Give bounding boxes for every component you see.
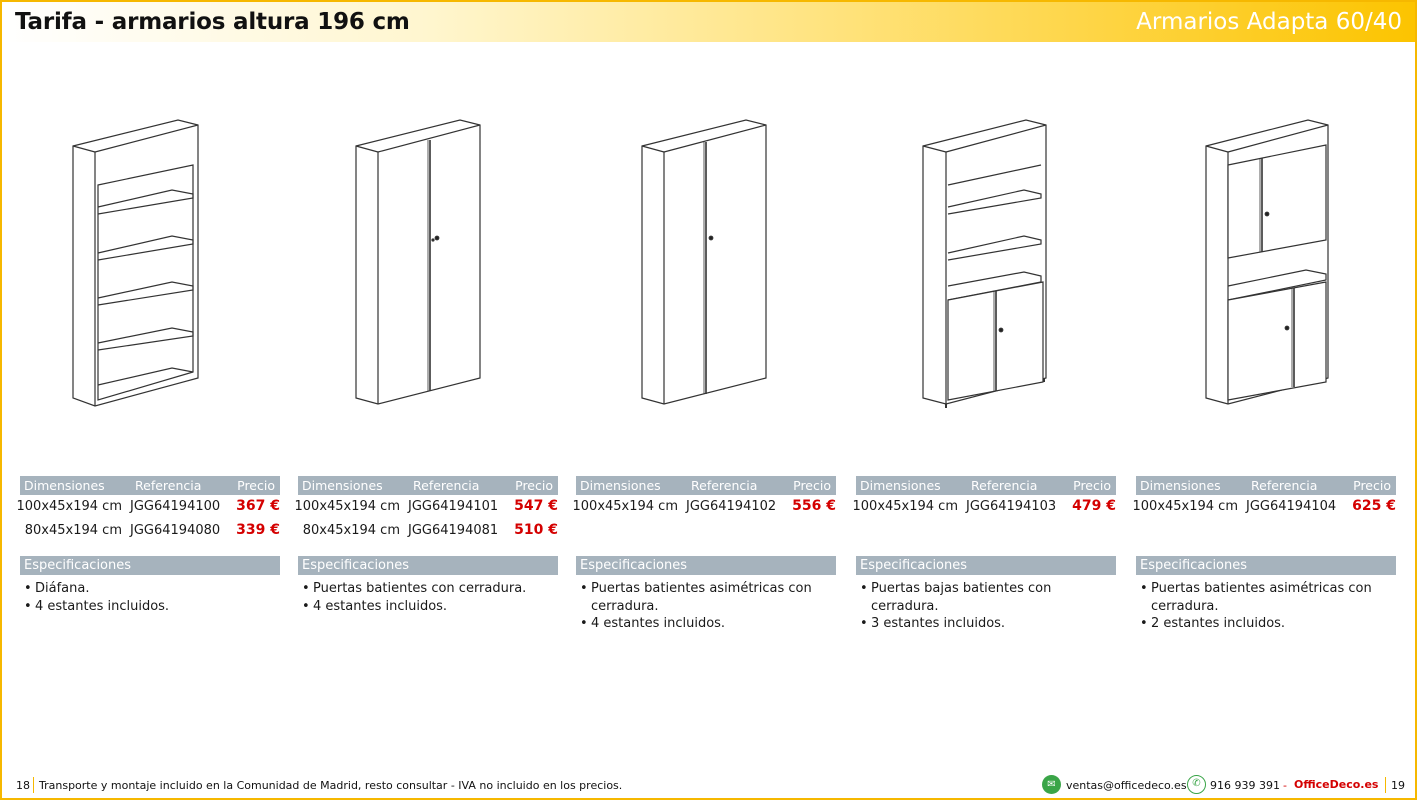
reference-header: Referencia — [135, 478, 202, 493]
footer-divider — [33, 777, 34, 793]
dimension-cell: 80x45x194 cm — [24, 523, 122, 538]
dimensions-table — [852, 476, 1116, 519]
price-cell: 367 € — [236, 498, 280, 514]
footer-divider — [1385, 777, 1386, 793]
dimension-cell: 100x45x194 cm — [1132, 499, 1238, 514]
dimension-cell: 100x45x194 cm — [16, 499, 122, 514]
specs-header: Especificaciones — [856, 556, 1116, 575]
reference-cell: JGG64194104 — [1246, 499, 1337, 514]
dimensions-table — [572, 476, 836, 519]
contact-phone[interactable]: 916 939 391 — [1210, 779, 1280, 792]
dimension-cell: 100x45x194 cm — [572, 499, 678, 514]
price-cell: 547 € — [514, 498, 558, 514]
page-title: Tarifa - armarios altura 196 cm — [15, 9, 410, 35]
dimensions-header: Dimensiones — [24, 478, 105, 493]
dimensions-header: Dimensiones — [302, 478, 383, 493]
reference-header: Referencia — [971, 478, 1038, 493]
spec-item: • Puertas batientes asimétricas con cerradura. — [1140, 580, 1400, 615]
price-cell: 339 € — [236, 522, 280, 538]
reference-header: Referencia — [691, 478, 758, 493]
reference-header: Referencia — [413, 478, 480, 493]
dimensions-table — [1132, 476, 1396, 519]
reference-cell: JGG64194100 — [130, 499, 221, 514]
spec-item: • 3 estantes incluidos. — [860, 615, 1120, 633]
dimensions-header: Dimensiones — [860, 478, 941, 493]
specs-list — [860, 580, 1120, 633]
dimension-cell: 80x45x194 cm — [302, 523, 400, 538]
specs-list — [24, 580, 284, 615]
reference-cell: JGG64194102 — [686, 499, 777, 514]
low-door-cabinet-icon — [856, 110, 1136, 410]
specs-header: Especificaciones — [576, 556, 836, 575]
price-header: Precio — [793, 478, 831, 493]
brand-link[interactable]: OfficeDeco.es — [1294, 778, 1379, 791]
dimensions-table — [16, 476, 280, 543]
spec-item: • Diáfana. — [24, 580, 284, 598]
dimension-cell: 100x45x194 cm — [294, 499, 400, 514]
reference-header: Referencia — [1251, 478, 1318, 493]
reference-cell: JGG64194080 — [130, 523, 221, 538]
dimension-cell: 100x45x194 cm — [852, 499, 958, 514]
page-number-left: 18 — [16, 779, 30, 792]
two-door-cabinet-icon — [298, 110, 578, 410]
reference-cell: JGG64194103 — [966, 499, 1057, 514]
table-row — [852, 495, 1116, 519]
specs-list — [1140, 580, 1400, 633]
table-row — [20, 519, 280, 543]
specs-header: Especificaciones — [20, 556, 280, 575]
spec-item: • 2 estantes incluidos. — [1140, 615, 1400, 633]
table-row — [16, 495, 280, 519]
footer-note: Transporte y montaje incluido en la Comunidad de Madrid, resto consultar - IVA no incluido en los precios. — [39, 779, 623, 792]
price-cell: 510 € — [514, 522, 558, 538]
footer-dash: - — [1283, 779, 1287, 792]
reference-cell: JGG64194081 — [408, 523, 499, 538]
reference-cell: JGG64194101 — [408, 499, 499, 514]
phone-icon: ✆ — [1187, 775, 1206, 794]
price-cell: 625 € — [1352, 498, 1396, 514]
contact-email[interactable]: ventas@officedeco.es — [1066, 779, 1187, 792]
table-header-row — [298, 476, 558, 495]
price-header: Precio — [237, 478, 275, 493]
open-bookcase-icon — [20, 110, 300, 410]
dimensions-header: Dimensiones — [1140, 478, 1221, 493]
specs-header: Especificaciones — [1136, 556, 1396, 575]
price-header: Precio — [515, 478, 553, 493]
table-row — [298, 519, 558, 543]
page-header — [2, 2, 1415, 42]
page-number-right: 19 — [1391, 779, 1405, 792]
spec-item: • 4 estantes incluidos. — [24, 598, 284, 616]
spec-item: • Puertas batientes asimétricas con cerradura. — [580, 580, 840, 615]
table-row — [1132, 495, 1396, 519]
table-header-row — [856, 476, 1116, 495]
dimensions-header: Dimensiones — [580, 478, 661, 493]
spec-item: • 4 estantes incluidos. — [302, 598, 562, 616]
table-row — [572, 495, 836, 519]
price-header: Precio — [1073, 478, 1111, 493]
price-cell: 479 € — [1072, 498, 1116, 514]
table-header-row — [20, 476, 280, 495]
spec-item: • Puertas batientes con cerradura. — [302, 580, 562, 598]
specs-list — [580, 580, 840, 633]
specs-header: Especificaciones — [298, 556, 558, 575]
price-cell: 556 € — [792, 498, 836, 514]
email-icon: ✉ — [1042, 775, 1061, 794]
spec-item: • 4 estantes incluidos. — [580, 615, 840, 633]
page-footer — [2, 774, 1415, 798]
price-header: Precio — [1353, 478, 1391, 493]
specs-list — [302, 580, 562, 615]
dimensions-table — [294, 476, 558, 543]
series-title: Armarios Adapta 60/40 — [1136, 9, 1402, 35]
table-header-row — [1136, 476, 1396, 495]
spec-item: • Puertas bajas batientes con cerradura. — [860, 580, 1120, 615]
asymmetric-door-cabinet-icon — [576, 110, 856, 410]
table-header-row — [576, 476, 836, 495]
table-row — [294, 495, 558, 519]
split-door-cabinet-icon — [1136, 110, 1416, 410]
